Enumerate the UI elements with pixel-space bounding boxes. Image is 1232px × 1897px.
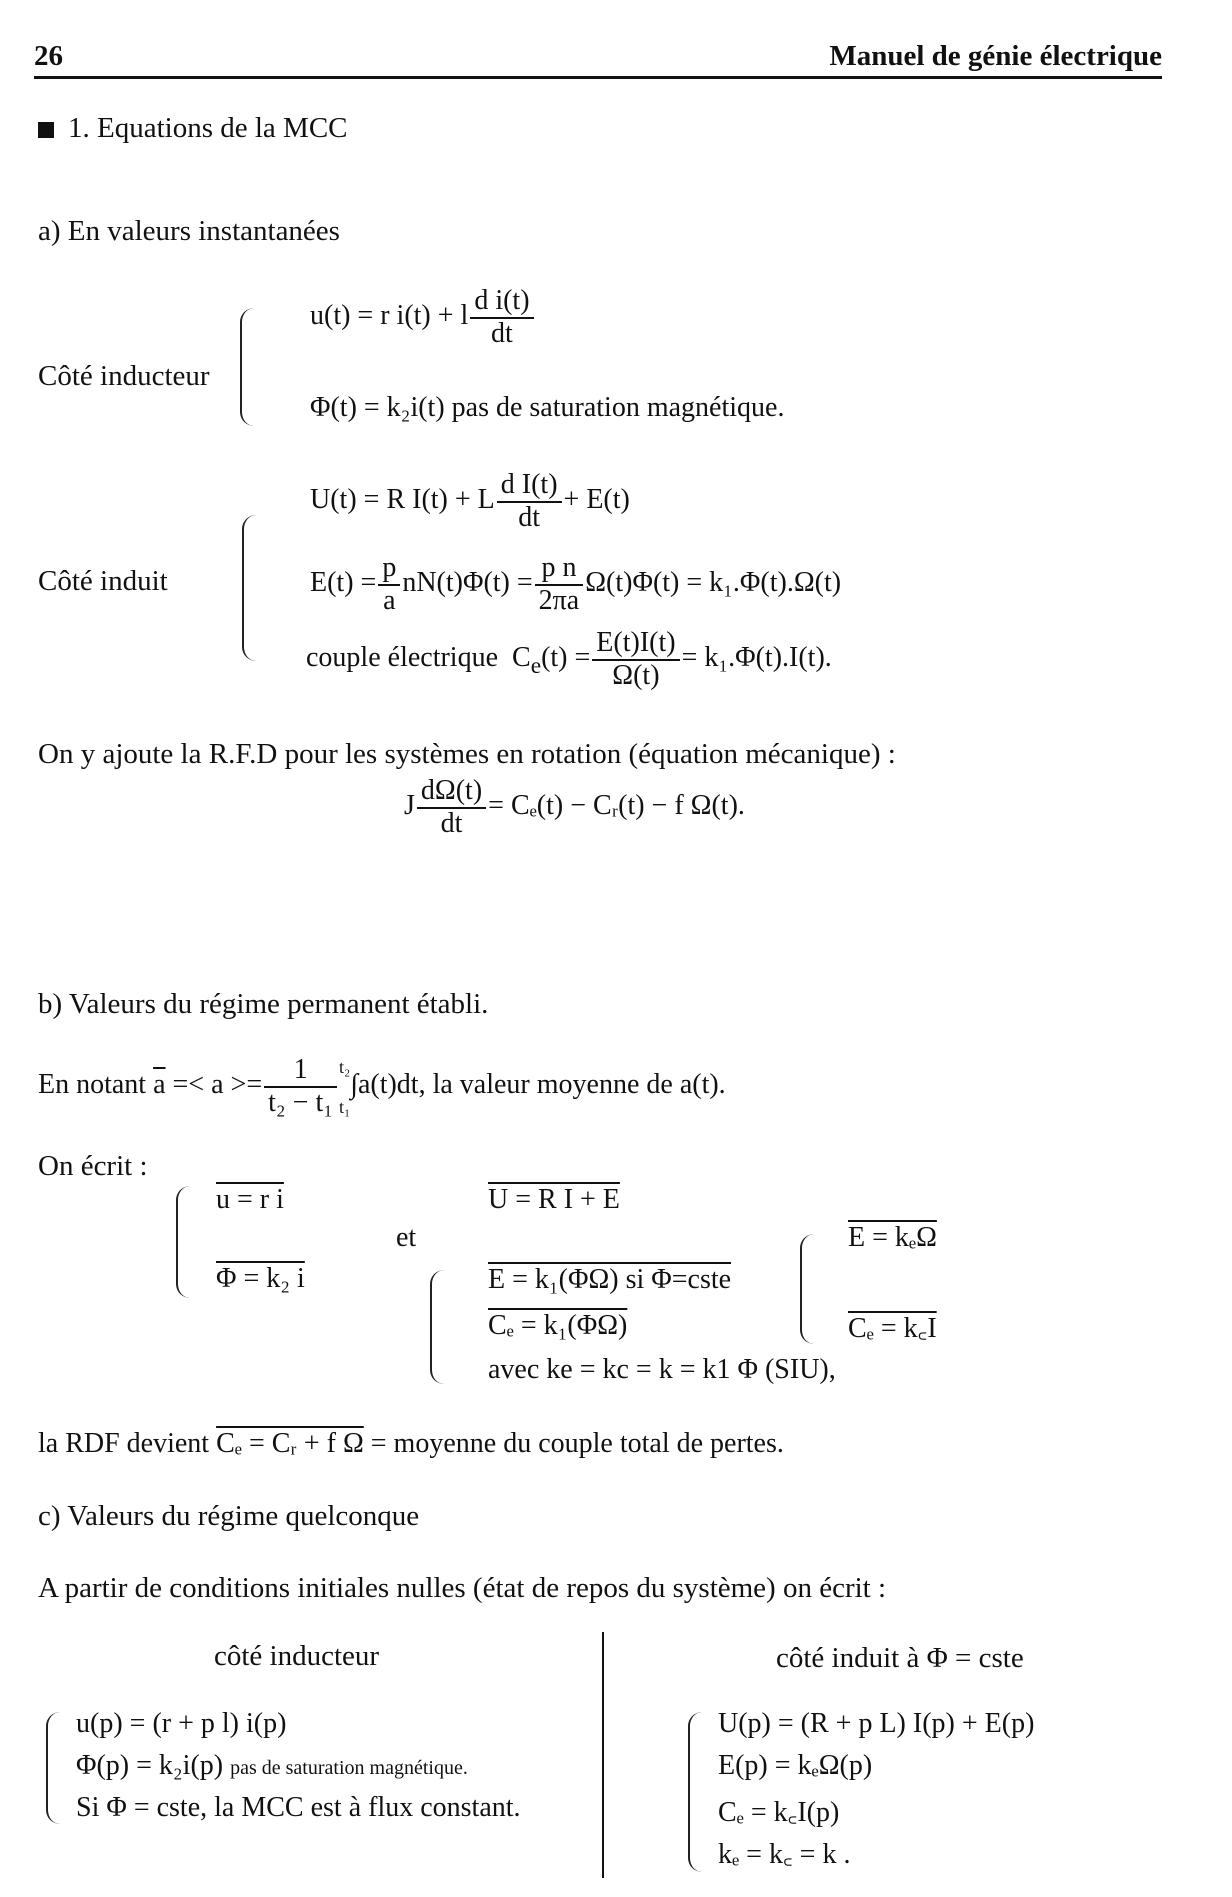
ind-eq1-den: dt: [491, 317, 513, 349]
eq-E-frac1: [378, 553, 400, 617]
induit-eq-E: [310, 553, 841, 617]
couple-label: couple électrique: [306, 642, 499, 674]
rdf-eq: Cₑ = Cᵣ + f Ω: [216, 1428, 364, 1459]
b-et: et: [396, 1222, 417, 1253]
b-r1: E = kₑΩ: [848, 1222, 937, 1253]
subsection-a-label: a) En valeurs instantanées: [38, 215, 340, 247]
couple-frac: [592, 628, 679, 692]
rfd-intro: On y ajoute la R.F.D pour les systèmes en rotation (équation mécanique) :: [38, 738, 896, 770]
notant-abar: $\overline{a}$: [153, 1069, 166, 1101]
c-right-brace: [688, 1712, 708, 1872]
right-brace-b-left: [800, 1234, 820, 1344]
b-left-eq2: [216, 1263, 305, 1295]
induit-eq-U: [310, 470, 630, 534]
inducteur-side-label: Côté inducteur: [38, 360, 210, 392]
induit-brace: [242, 515, 262, 661]
eq-E-right: Ω(t)Φ(t) = k₁.Φ(t).Ω(t): [585, 567, 842, 599]
c-left-eq2-note: pas de saturation magnétique.: [230, 1757, 468, 1779]
eq-E-left: E(t) =: [310, 567, 377, 599]
subsection-b-label: b) Valeurs du régime permanent établi.: [38, 988, 489, 1020]
notant-integral: ∫a(t)dt: [350, 1069, 419, 1101]
rfd-den: dt: [440, 807, 463, 839]
notant-num: 1: [264, 1055, 337, 1088]
eq-U-left: U(t) = R I(t) + L: [310, 484, 495, 516]
rfd-num: dΩ(t): [417, 776, 486, 809]
c-left-eq2: [76, 1750, 468, 1782]
eq-E-frac2: [535, 553, 584, 617]
subsection-c-label: c) Valeurs du régime quelconque: [38, 1500, 420, 1532]
notant-int-top: t₂: [339, 1056, 351, 1077]
b-m1: U = R I + E: [488, 1184, 620, 1215]
b-m2: E = k₁(ΦΩ) si Φ=cste: [488, 1264, 732, 1295]
eq-U-right: + E(t): [563, 484, 630, 516]
couple-den: Ω(t): [612, 659, 660, 691]
eq-E-f2-den: 2πa: [538, 584, 580, 616]
inducteur-eq1: [310, 286, 536, 350]
c-left-eq3: Si Φ = cste, la MCC est à flux constant.: [76, 1792, 521, 1823]
section-heading-text: 1. Equations de la MCC: [68, 112, 348, 144]
c-left-title: côté inducteur: [214, 1640, 380, 1672]
induit-side-label: Côté induit: [38, 565, 168, 597]
eq-E-f1-den: a: [383, 584, 396, 616]
c-right-title: côté induit à Φ = cste: [776, 1642, 1024, 1674]
b-left-eq1: [216, 1184, 284, 1216]
ind-eq1-num: d i(t): [470, 286, 533, 319]
c-intro: A partir de conditions initiales nulles (état de repos du système) on écrit :: [38, 1572, 887, 1604]
rfd-left: J: [404, 790, 415, 822]
notant-line: [38, 1055, 726, 1119]
c-left-eq2-main: Φ(p) = k₂i(p): [76, 1750, 224, 1781]
section-heading: [38, 112, 348, 145]
couple-right: = k₁.Φ(t).I(t).: [681, 642, 832, 674]
b-r2: Cₑ = k꜀I: [848, 1313, 937, 1344]
b-m3: Cₑ = k₁(ΦΩ): [488, 1310, 628, 1341]
couple-num: E(t)I(t): [592, 628, 679, 661]
couple-left: C: [512, 642, 531, 674]
c-right-eq1: U(p) = (R + p L) I(p) + E(p): [718, 1708, 1035, 1739]
c-left-brace: [46, 1712, 66, 1824]
b-mid-eq3: [488, 1310, 627, 1342]
eq-U-frac: [497, 470, 562, 534]
notant-mid: =< a >=: [172, 1069, 263, 1101]
header-rule: [34, 76, 1162, 79]
couple-sub: e: [530, 652, 542, 679]
square-bullet-icon: [38, 122, 54, 138]
eq-E-f1-num: p: [378, 553, 400, 586]
inducteur-brace: [240, 308, 260, 426]
notant-frac: [264, 1055, 337, 1119]
eq-E-f2-num: p n: [535, 553, 584, 586]
ind-eq1-frac: [470, 286, 533, 350]
notant-suffix: , la valeur moyenne de a(t).: [418, 1069, 726, 1101]
left-brace-b: [176, 1186, 196, 1298]
notant-den: t₂ − t₁: [268, 1086, 333, 1118]
couple-mid: (t) =: [541, 642, 591, 674]
notant-int-bot: t₁: [339, 1096, 351, 1117]
eq-U-den: dt: [518, 501, 541, 533]
rdf-prefix: la RDF devient: [38, 1428, 210, 1459]
c-right-eq3: Cₑ = k꜀I(p): [718, 1797, 840, 1828]
page-number: 26: [34, 40, 63, 72]
rfd-right: = Cₑ(t) − Cᵣ(t) − f Ω(t).: [488, 790, 745, 822]
b-right-eq1: [848, 1222, 937, 1254]
on-ecrit: On écrit :: [38, 1150, 148, 1182]
inducteur-eq2: Φ(t) = k₂i(t) pas de saturation magnétique.: [310, 392, 785, 423]
c-right-eq4: kₑ = k꜀ = k .: [718, 1839, 851, 1870]
notant-prefix: En notant: [38, 1069, 147, 1101]
mid-brace-b: [430, 1270, 450, 1384]
column-divider: [602, 1632, 604, 1878]
b-l2: Φ = k₂ i: [216, 1263, 305, 1294]
induit-eq-couple: [306, 628, 832, 692]
b-l1: u = r i: [216, 1184, 284, 1215]
ind-eq1-left: u(t) = r i(t) + l: [310, 300, 469, 332]
c-left-eq1: u(p) = (r + p l) i(p): [76, 1708, 287, 1739]
b-mid-eq1: [488, 1184, 620, 1216]
eq-E-mid: nN(t)Φ(t) =: [402, 567, 533, 599]
rfd-equation: [404, 776, 745, 840]
eq-U-num: d I(t): [497, 470, 562, 503]
c-right-eq2: E(p) = kₑΩ(p): [718, 1750, 873, 1781]
b-mid-eq2: [488, 1264, 731, 1296]
rdf-suffix: = moyenne du couple total de pertes.: [370, 1428, 784, 1459]
rfd-frac: [417, 776, 486, 840]
b-mid-eq4: avec ke = kc = k = k1 Φ (SIU),: [488, 1354, 836, 1385]
b-right-eq2: [848, 1308, 937, 1346]
rdf-line: [38, 1428, 784, 1460]
running-title: Manuel de génie électrique: [829, 40, 1162, 72]
